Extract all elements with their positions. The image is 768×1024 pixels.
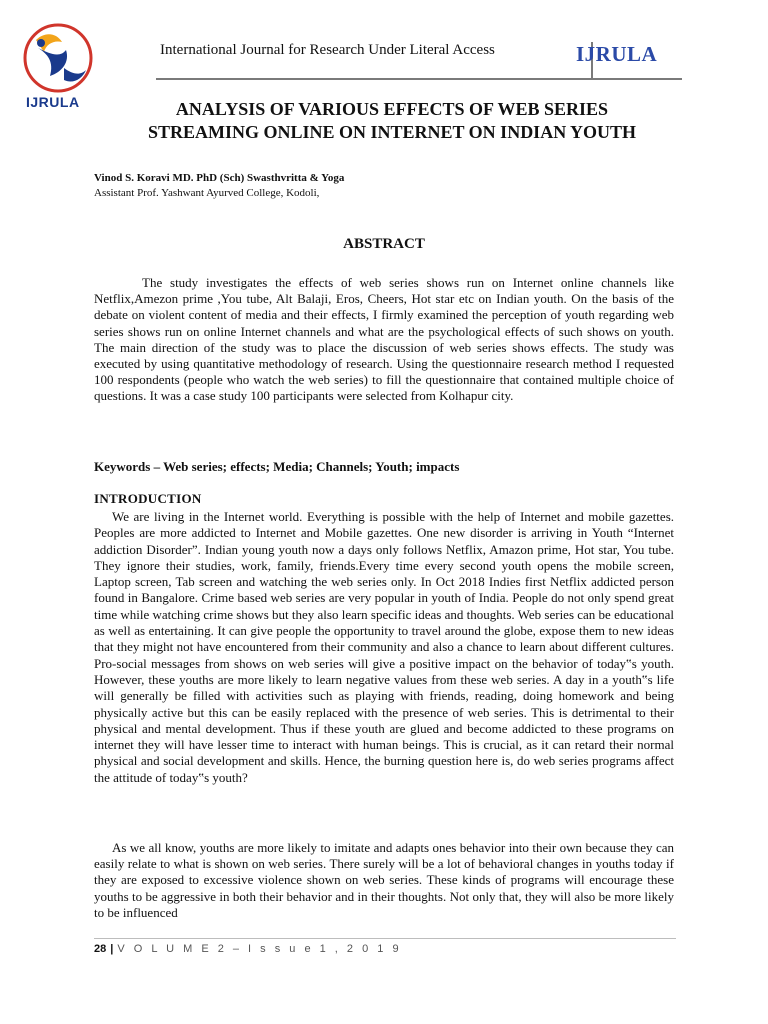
paper-title [92,98,692,144]
logo-blue-swirl [38,48,67,76]
introduction-paragraph-2: As we all know, youths are more likely to imitate and adapts ones behavior into their own because they can easily relate to what is shown on web series. There surely will be a lot of behavioral changes in youths today if they are exposed to excessive violence shown on web series. These kinds of programs will encourage these youths to be aggressive in both their behavior and in their thoughts. Not only that, they will also be more likely to be influenced [94,840,674,920]
header-rule [156,78,682,80]
page-number: 28 [94,943,107,955]
volume-issue: V O L U M E 2 – I s s u e 1 , 2 0 1 9 [117,943,402,955]
author-affiliation: Assistant Prof. Yashwant Ayurved College, Kodoli, [94,187,320,199]
keywords: Keywords – Web series; effects; Media; Channels; Youth; impacts [94,459,460,474]
journal-abbreviation: IJRULA [576,42,658,66]
footer-separator: | [110,943,114,955]
logo-text: IJRULA [26,94,80,110]
introduction-heading: INTRODUCTION [94,491,202,506]
logo-dot [37,39,45,47]
author-name: Vinod S. Koravi MD. PhD (Sch) Swasthvritta & Yoga [94,172,345,184]
abstract-text: The study investigates the effects of web series shows run on Internet online channels like Netflix,Amezon prime ,You tube, Alt Balaji, Eros, Cheers, Hot star etc on Indian youth. On the basis of the debate on violent content of media and their effects, I firmly examined the perception of youth regarding web series shows run on online Internet channels and what are the psychological effects of such shows on youth. The main direction of the study was to place the discussion of web series shows effects. The study was executed by using quantitative methodology of research. Using the questionnaire research method I requested 100 respondents (people who watch the web series) to fill the questionnaire that contained multiple choice of questions. It was a case study 100 participants were selected from Kolhapur city. [94,275,674,404]
title-line-2: STREAMING ONLINE ON INTERNET ON INDIAN YOUTH [147,122,637,142]
introduction-paragraph-1: We are living in the Internet world. Everything is possible with the help of Internet and mobile gazettes. Peoples are more addicted to Internet and Mobile gazettes. One new disorder is arriving in Youth “Internet addiction Disorder”. Indian young youth now a days only follows Netflix, Amazon prime, Hot star, You tube. They ignore their studies, work, family, friends.Every time every second youth opens the mobile screen, Laptop screen, Tab screen and watching the web series only. In Oct 2018 Indies first Netflix addicted person found in Bangalore. Crime based web series are very popular in youth of India. People do not only spend great time while watching crime shows but they also learn specific ideas and thoughts. Web series can be educational as well as entertaining. It can give people the opportunity to travel around the globe, expose them to new ideas that they might not have encountered from their community and also a chance to learn about different cultures. Pro-social messages from shows on web series will give a positive impact on the behavior of today‟s youth. However, these youths are more likely to learn negative values from these web series. A day in a youth‟s life will generally be filled with activities such as playing with friends, reading, doing homework and being physically active but this can be easily replaced with the presence of web series. This is detrimental to their physical and mental development. Thus if these youth are glued and become addicted to these programs on internet they will have lesser time to interact with human beings. This is crucial, as it can retard their normal physical and social development and skills. Hence, the burning question here is, do web series programs affect the attitude of today‟s youth? [94,509,674,785]
journal-name: International Journal for Research Under Literal Access [160,42,495,58]
footer-rule [94,938,676,939]
abstract-heading: ABSTRACT [343,236,425,252]
title-line-1: ANALYSIS OF VARIOUS EFFECTS OF WEB SERIES [175,99,609,119]
page-footer [94,943,402,955]
